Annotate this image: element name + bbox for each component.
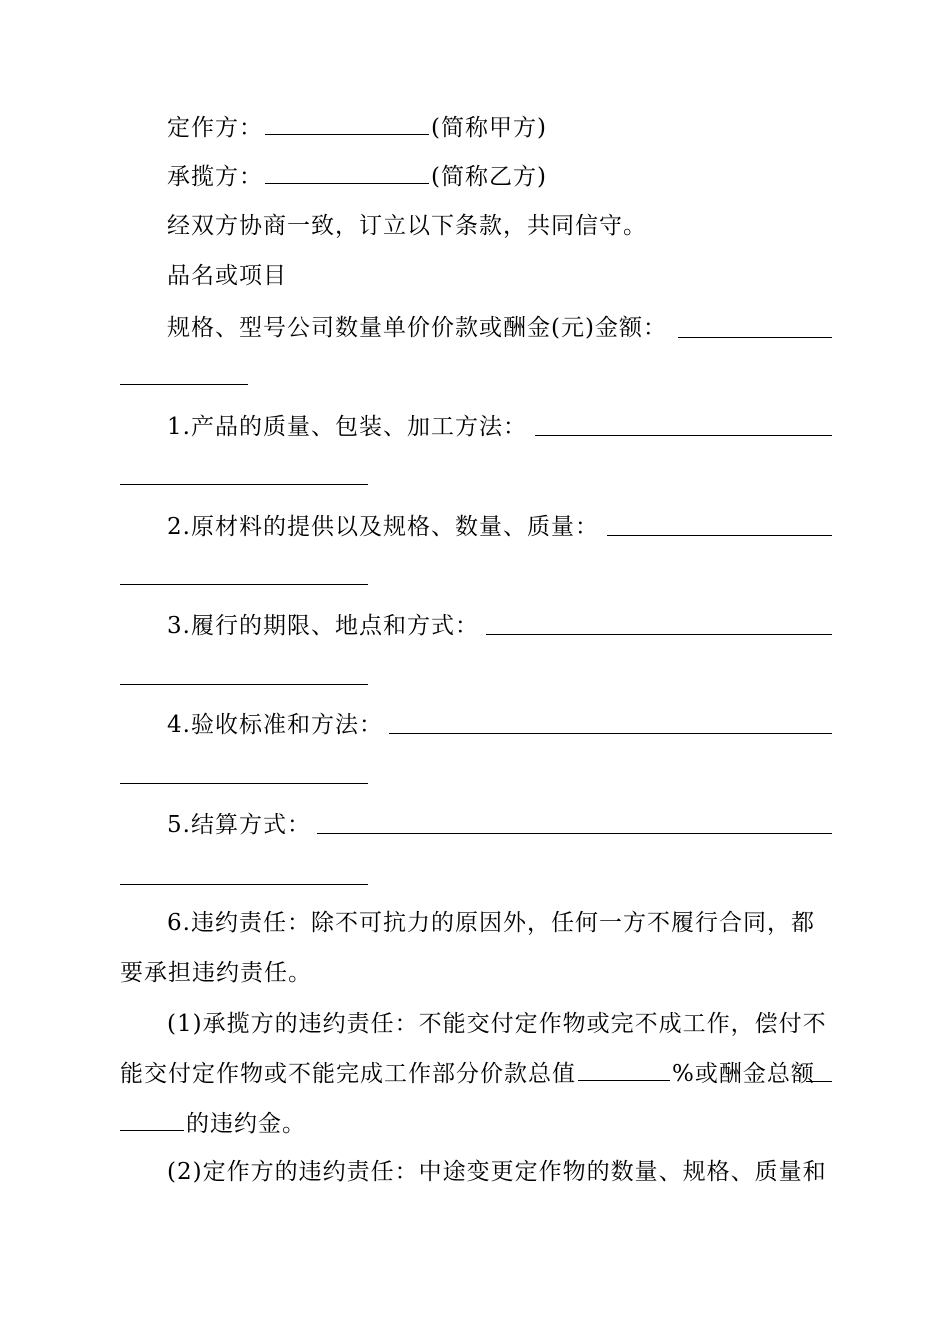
clause-1-blank[interactable] xyxy=(535,435,832,436)
party-a-line xyxy=(167,112,832,143)
sub-1-amount-blank-cont[interactable] xyxy=(120,1108,184,1131)
party-b-blank[interactable] xyxy=(265,161,429,184)
clause-4-blank[interactable] xyxy=(389,733,832,734)
clause-3-label: 3.履行的期限、地点和方式： xyxy=(167,613,479,639)
clause-3-blank-cont[interactable] xyxy=(120,684,368,685)
party-a-blank[interactable] xyxy=(265,112,429,135)
clause-2-blank[interactable] xyxy=(607,535,832,536)
spec-blank-cont[interactable] xyxy=(120,384,248,385)
spec-blank[interactable] xyxy=(678,337,832,338)
clause-4-line xyxy=(167,710,832,740)
clause-1-blank-cont[interactable] xyxy=(120,484,368,485)
clause-3-blank[interactable] xyxy=(486,634,832,635)
sub-1-line-2 xyxy=(120,1058,832,1089)
sub-1-line-3 xyxy=(120,1108,832,1139)
clause-1-line xyxy=(167,412,832,442)
clause-3-line xyxy=(167,611,832,641)
sub-1-percent-blank[interactable] xyxy=(578,1058,670,1081)
clause-2-label: 2.原材料的提供以及规格、数量、质量： xyxy=(167,514,599,540)
spec-label: 规格、型号公司数量单价价款或酬金(元)金额： xyxy=(167,315,667,341)
sub-2-line-1: (2)定作方的违约责任：中途变更定作物的数量、规格、质量和 xyxy=(167,1159,827,1185)
spec-line xyxy=(167,313,832,343)
clause-5-line xyxy=(167,810,832,840)
clause-4-label: 4.验收标准和方法： xyxy=(167,712,383,738)
item-name-heading: 品名或项目 xyxy=(167,263,287,289)
party-b-suffix: (简称乙方) xyxy=(431,164,547,190)
party-a-suffix: (简称甲方) xyxy=(431,115,547,141)
sub-1-line-1: (1)承揽方的违约责任：不能交付定作物或完不成工作，偿付不 xyxy=(167,1011,827,1037)
clause-5-label: 5.结算方式： xyxy=(167,812,311,838)
clause-2-line xyxy=(167,512,832,542)
sub-1-text-a: 能交付定作物或不能完成工作部分价款总值 xyxy=(120,1061,576,1087)
party-a-label: 定作方： xyxy=(167,115,263,141)
clause-6-line-1: 6.违约责任：除不可抗力的原因外，任何一方不履行合同，都 xyxy=(167,910,815,936)
clause-2-blank-cont[interactable] xyxy=(120,584,368,585)
sub-1-text-c: 的违约金。 xyxy=(186,1111,306,1137)
intro-text: 经双方协商一致，订立以下条款，共同信守。 xyxy=(167,213,647,239)
clause-1-label: 1.产品的质量、包装、加工方法： xyxy=(167,414,527,440)
clause-5-blank-cont[interactable] xyxy=(120,884,368,885)
party-b-label: 承揽方： xyxy=(167,164,263,190)
clause-5-blank[interactable] xyxy=(317,833,832,834)
sub-1-text-b: %或酬金总额 xyxy=(672,1061,815,1087)
sub-1-amount-blank[interactable] xyxy=(806,1081,832,1082)
clause-4-blank-cont[interactable] xyxy=(120,783,368,784)
clause-6-line-2: 要承担违约责任。 xyxy=(120,960,312,986)
party-b-line xyxy=(167,161,832,192)
